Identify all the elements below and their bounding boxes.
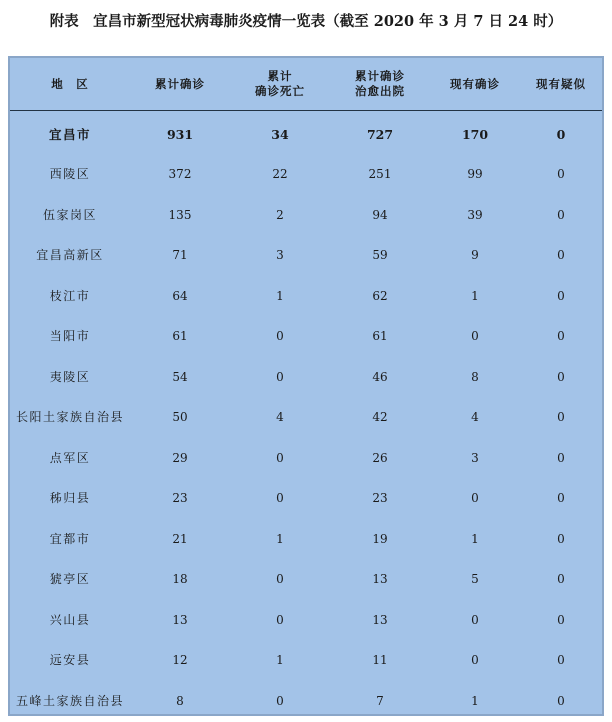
cell-cumulative-deaths: 0: [276, 693, 284, 708]
table-row: [10, 155, 602, 196]
cell-cumulative-recovered: 42: [372, 410, 388, 425]
header-current-confirmed: [430, 58, 520, 110]
cell-region: 宜昌市: [48, 126, 91, 142]
cell-current-suspected: 0: [557, 410, 565, 425]
cell-region: 秭归县: [49, 491, 91, 506]
cell-region: 当阳市: [49, 329, 91, 344]
cell-cumulative-deaths: 34: [271, 126, 289, 142]
table-row: [10, 519, 602, 560]
header-cumulative-recovered: [330, 58, 430, 110]
cell-current-suspected: 0: [557, 207, 565, 222]
header-cumulative-confirmed-label: 累计确诊: [155, 76, 205, 91]
cell-current-confirmed: 39: [467, 207, 483, 222]
cell-cumulative-confirmed: 135: [168, 207, 192, 222]
table-row: [10, 479, 602, 520]
cell-current-suspected: 0: [557, 572, 565, 587]
cell-current-confirmed: 9: [471, 248, 479, 263]
cell-current-suspected: 0: [557, 491, 565, 506]
cell-cumulative-deaths: 0: [276, 572, 284, 587]
cell-current-suspected: 0: [556, 126, 566, 142]
cell-cumulative-deaths: 0: [276, 329, 284, 344]
header-current-confirmed-label: 现有确诊: [450, 76, 500, 91]
cell-region: 西陵区: [49, 167, 91, 182]
cell-current-confirmed: 3: [471, 450, 479, 465]
cell-cumulative-recovered: 7: [376, 693, 384, 708]
cell-cumulative-confirmed: 71: [172, 248, 188, 263]
cell-region: 兴山县: [49, 612, 91, 627]
table-row: [10, 681, 602, 722]
cell-region: 五峰土家族自治县: [15, 693, 124, 708]
cell-current-confirmed: 0: [471, 653, 479, 668]
cell-region: 枝江市: [49, 288, 91, 303]
cell-cumulative-recovered: 19: [372, 531, 388, 546]
table-row: [10, 317, 602, 358]
header-cumulative-confirmed: [130, 58, 230, 110]
cell-region: 宜昌高新区: [36, 248, 104, 263]
header-region-label: 地 区: [51, 76, 89, 91]
cell-cumulative-deaths: 0: [276, 491, 284, 506]
cell-cumulative-deaths: 1: [276, 653, 284, 668]
cell-cumulative-recovered: 94: [372, 207, 388, 222]
header-divider: [10, 110, 602, 111]
header-deaths-line1: 累计: [267, 69, 293, 83]
cell-current-confirmed: 170: [461, 126, 489, 142]
cell-cumulative-confirmed: 64: [172, 288, 188, 303]
cell-region: 远安县: [49, 653, 91, 668]
cell-region: 点军区: [49, 450, 91, 465]
cell-region: 宜都市: [49, 531, 91, 546]
header-current-suspected: [520, 58, 602, 110]
cell-cumulative-deaths: 4: [276, 410, 284, 425]
cell-current-suspected: 0: [557, 167, 565, 182]
cell-current-suspected: 0: [557, 369, 565, 384]
cell-current-confirmed: 0: [471, 491, 479, 506]
cell-cumulative-recovered: 727: [366, 126, 394, 142]
cell-cumulative-recovered: 11: [372, 653, 388, 668]
cell-cumulative-recovered: 46: [372, 369, 388, 384]
cell-cumulative-deaths: 1: [276, 288, 284, 303]
cell-current-suspected: 0: [557, 531, 565, 546]
cell-cumulative-confirmed: 18: [172, 572, 188, 587]
cell-current-confirmed: 0: [471, 612, 479, 627]
cell-current-suspected: 0: [557, 612, 565, 627]
table-row: [10, 560, 602, 601]
cell-cumulative-recovered: 23: [372, 491, 388, 506]
cell-cumulative-confirmed: 29: [172, 450, 188, 465]
cell-current-confirmed: 5: [471, 572, 479, 587]
cell-cumulative-deaths: 1: [276, 531, 284, 546]
table-row-total: [10, 114, 602, 155]
cell-cumulative-confirmed: 931: [166, 126, 194, 142]
header-current-suspected-label: 现有疑似: [536, 76, 586, 91]
table-row: [10, 236, 602, 277]
cell-cumulative-recovered: 61: [372, 329, 388, 344]
cell-current-suspected: 0: [557, 288, 565, 303]
epidemic-table: [8, 56, 604, 716]
cell-current-confirmed: 8: [471, 369, 479, 384]
cell-current-suspected: 0: [557, 248, 565, 263]
cell-cumulative-recovered: 59: [372, 248, 388, 263]
cell-cumulative-deaths: 0: [276, 450, 284, 465]
table-row: [10, 195, 602, 236]
cell-cumulative-deaths: 0: [276, 369, 284, 384]
cell-current-suspected: 0: [557, 329, 565, 344]
cell-cumulative-recovered: 13: [372, 612, 388, 627]
cell-region: 猇亭区: [49, 572, 91, 587]
cell-current-confirmed: 1: [471, 693, 479, 708]
cell-cumulative-recovered: 26: [372, 450, 388, 465]
cell-cumulative-confirmed: 12: [172, 653, 188, 668]
cell-region: 夷陵区: [49, 369, 91, 384]
table-row: [10, 600, 602, 641]
cell-current-suspected: 0: [557, 450, 565, 465]
cell-current-confirmed: 1: [471, 288, 479, 303]
table-row: [10, 398, 602, 439]
cell-cumulative-confirmed: 372: [168, 167, 192, 182]
cell-cumulative-confirmed: 23: [172, 491, 188, 506]
cell-cumulative-confirmed: 21: [172, 531, 188, 546]
header-recovered-line1: 累计确诊: [355, 69, 405, 83]
cell-cumulative-confirmed: 50: [172, 410, 188, 425]
cell-cumulative-deaths: 22: [272, 167, 288, 182]
cell-cumulative-recovered: 251: [368, 167, 392, 182]
cell-current-suspected: 0: [557, 653, 565, 668]
cell-region: 伍家岗区: [42, 207, 97, 222]
cell-cumulative-deaths: 2: [276, 207, 284, 222]
cell-cumulative-confirmed: 54: [172, 369, 188, 384]
cell-current-suspected: 0: [557, 693, 565, 708]
table-row: [10, 641, 602, 682]
table-row: [10, 357, 602, 398]
cell-cumulative-recovered: 62: [372, 288, 388, 303]
header-cumulative-deaths: [230, 58, 330, 110]
cell-current-confirmed: 0: [471, 329, 479, 344]
cell-current-confirmed: 1: [471, 531, 479, 546]
cell-current-confirmed: 4: [471, 410, 479, 425]
cell-cumulative-confirmed: 13: [172, 612, 188, 627]
table-row: [10, 438, 602, 479]
cell-current-confirmed: 99: [467, 167, 483, 182]
page-title: 附表 宜昌市新型冠状病毒肺炎疫情一览表（截至 2020 年 3 月 7 日 24 时）: [49, 13, 563, 30]
cell-cumulative-confirmed: 8: [176, 693, 184, 708]
header-region: [10, 58, 130, 110]
cell-region: 长阳土家族自治县: [15, 410, 124, 425]
cell-cumulative-deaths: 0: [276, 612, 284, 627]
header-recovered-line2: 治愈出院: [355, 84, 405, 98]
table-row: [10, 276, 602, 317]
table-header-row: [10, 58, 602, 110]
cell-cumulative-recovered: 13: [372, 572, 388, 587]
cell-cumulative-confirmed: 61: [172, 329, 188, 344]
header-deaths-line2: 确诊死亡: [255, 84, 305, 98]
cell-cumulative-deaths: 3: [276, 248, 284, 263]
